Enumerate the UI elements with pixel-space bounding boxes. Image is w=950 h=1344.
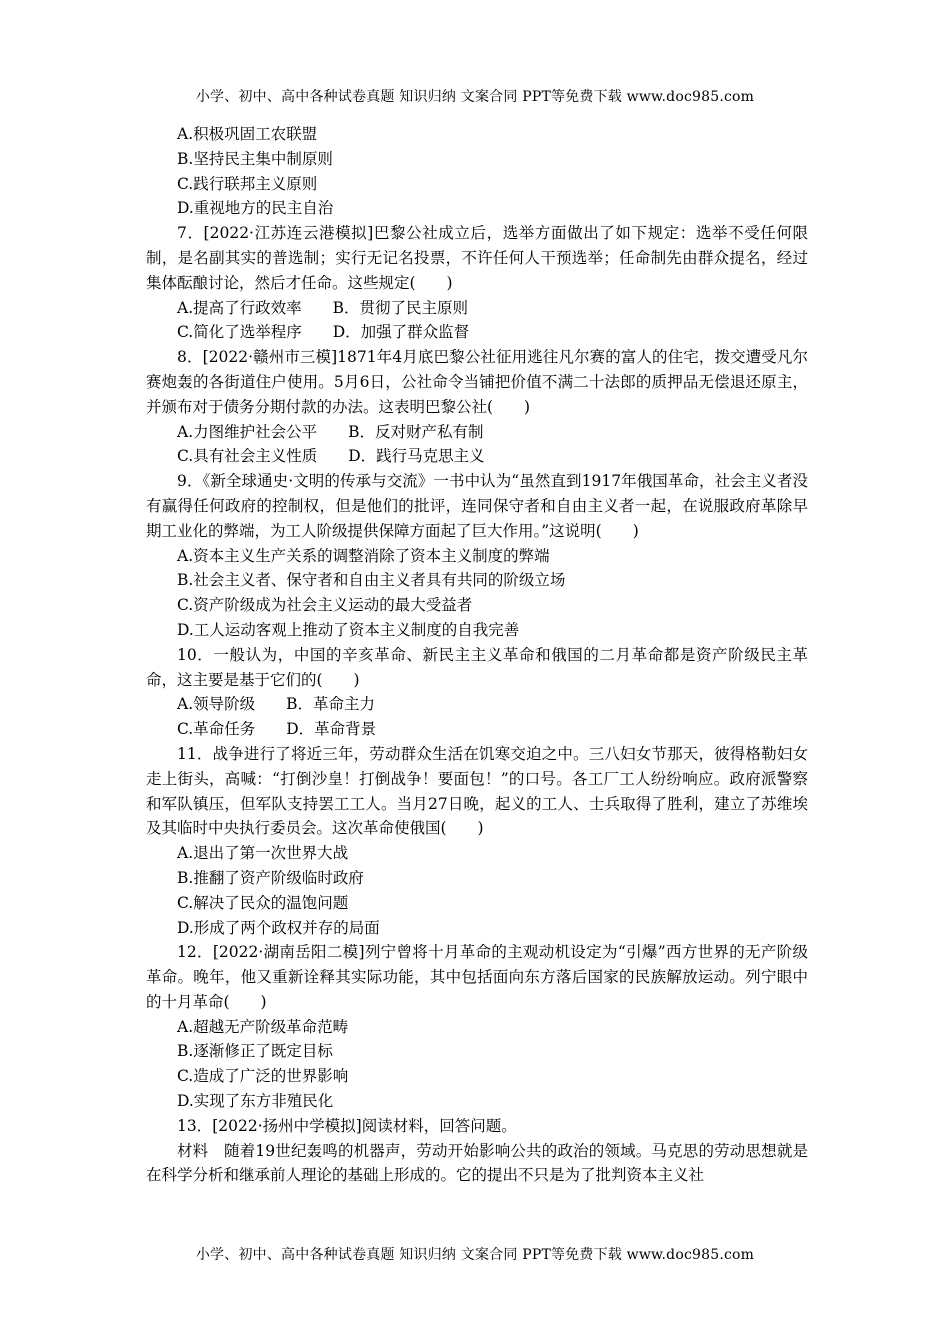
question-content [146,122,808,1188]
question-8: 8．[2022·赣州市三模]1871年4月底巴黎公社征用逃往凡尔赛的富人的住宅，拨交遭受凡尔赛炮轰的各街道住户使用。5月6日，公社命令当铺把价值不满二十法郎的质押品无偿退还原主，并颁布对于债务分期付款的办法。这表明巴黎公社( ) [146,348,808,416]
page-footer: 小学、初中、高中各种试卷真题 知识归纳 文案合同 PPT等免费下载 www.doc985.com [195,1247,755,1263]
q10-options-cd: C.革命任务 D．革命背景 [177,720,377,739]
q9-option-c: C.资产阶级成为社会主义运动的最大受益者 [177,596,473,615]
q11-option-a: A.退出了第一次世界大战 [177,844,349,863]
question-10: 10．一般认为，中国的辛亥革命、新民主主义革命和俄国的二月革命都是资产阶级民主革命，这主要是基于它们的( ) [146,645,808,689]
q10-options-ab: A.领导阶级 B．革命主力 [177,695,376,714]
q12-option-b: B.逐渐修正了既定目标 [177,1042,333,1061]
q11-option-b: B.推翻了资产阶级临时政府 [177,868,364,887]
q6-option-d: D.重视地方的民主自治 [177,199,334,218]
q7-options-cd: C.简化了选举程序 D．加强了群众监督 [177,323,470,342]
question-13: 13．[2022·扬州中学模拟]阅读材料，回答问题。 [177,1116,517,1135]
question-7: 7．[2022·江苏连云港模拟]巴黎公社成立后，选举方面做出了如下规定：选举不受任何限制，是名副其实的普选制；实行无记名投票，不许任何人干预选举；任命制先由群众提名，经过集体酝酿讨论，然后才任命。这些规定( ) [146,224,808,292]
q7-options-ab: A.提高了行政效率 B．贯彻了民主原则 [177,298,469,317]
q11-option-d: D.形成了两个政权并存的局面 [177,918,380,937]
question-9: 9．《新全球通史·文明的传承与交流》一书中认为“虽然直到1917年俄国革命，社会主义者没有赢得任何政府的控制权，但是他们的批评，连同保守者和自由主义者一起，在说服政府革除早期工业化的弊端，为工人阶级提供保障方面起了巨大作用。”这说明( ) [146,472,808,540]
q11-option-c: C.解决了民众的温饱问题 [177,893,349,912]
q6-option-a: A.积极巩固工农联盟 [177,125,318,143]
q12-option-c: C.造成了广泛的世界影响 [177,1067,349,1086]
q13-material: 材料 随着19世纪轰鸣的机器声，劳动开始影响公共的政治的领域。马克思的劳动思想就是在科学分析和继承前人理论的基础上形成的。它的提出不只是为了批判资本主义社 [146,1141,808,1185]
q9-option-b: B.社会主义者、保守者和自由主义者具有共同的阶级立场 [177,571,566,590]
question-12: 12．[2022·湖南岳阳二模]列宁曾将十月革命的主观动机设定为“引爆”西方世界的无产阶级革命。晚年，他又重新诠释其实际功能，其中包括面向东方落后国家的民族解放运动。列宁眼中的十月革命( ) [146,943,808,1011]
q9-option-d: D.工人运动客观上推动了资本主义制度的自我完善 [177,620,520,639]
q9-option-a: A.资本主义生产关系的调整消除了资本主义制度的弊端 [177,546,550,565]
q8-options-ab: A.力图维护社会公平 B．反对财产私有制 [177,422,484,441]
question-11: 11．战争进行了将近三年，劳动群众生活在饥寒交迫之中。三八妇女节那天，彼得格勒妇女走上街头，高喊：“打倒沙皇！打倒战争！要面包！”的口号。各工厂工人纷纷响应。政府派警察和军队镇压，但军队支持罢工工人。当月27日晚，起义的工人、士兵取得了胜利，建立了苏维埃及其临时中央执行委员会。这次革命使俄国( ) [146,744,808,838]
page-header: 小学、初中、高中各种试卷真题 知识归纳 文案合同 PPT等免费下载 www.doc985.com [195,89,755,105]
q6-option-c: C.践行联邦主义原则 [177,174,318,193]
q12-option-a: A.超越无产阶级革命范畴 [177,1017,349,1036]
q6-option-b: B.坚持民主集中制原则 [177,149,333,168]
q8-options-cd: C.具有社会主义性质 D．践行马克思主义 [177,447,485,466]
q12-option-d: D.实现了东方非殖民化 [177,1092,334,1111]
